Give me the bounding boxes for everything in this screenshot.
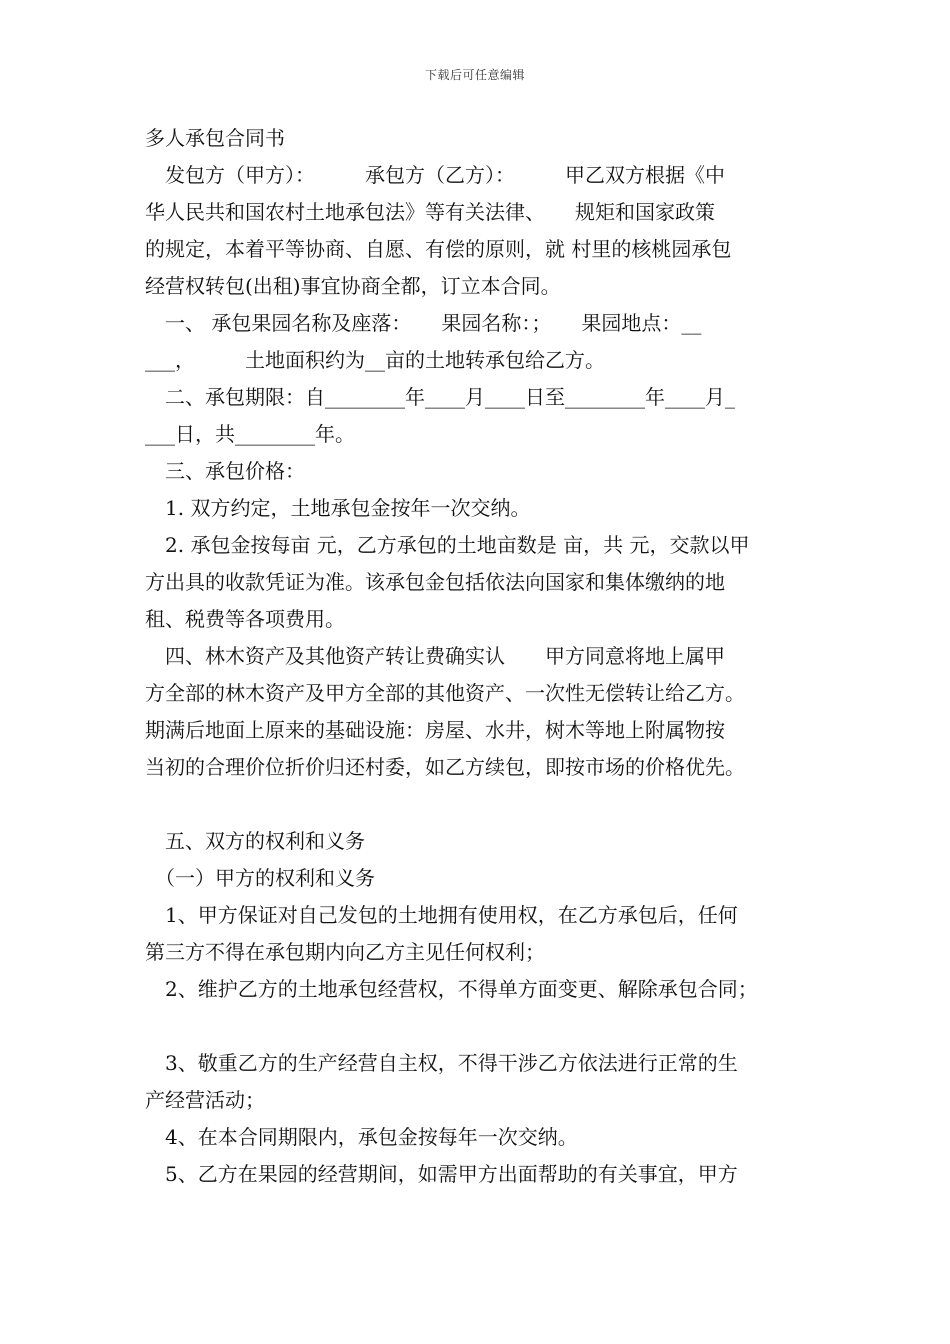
text-line: 华人民共和国农村土地承包法》等有关法律、 规矩和国家政策 [145, 200, 715, 224]
document-body [145, 120, 825, 1193]
text-line: 经营权转包(出租)事宜协商全都，订立本合同。 [145, 274, 561, 298]
subsection-heading: （一）甲方的权利和义务 [145, 866, 375, 890]
section-heading: 五、双方的权利和义务 [145, 829, 365, 853]
text-line: 5、乙方在果园的经营期间，如需甲方出面帮助的有关事宜，甲方 [145, 1162, 738, 1186]
text-line: 2、维护乙方的土地承包经营权，不得单方面变更、解除承包合同； [145, 977, 758, 1001]
document-title: 多人承包合同书 [145, 126, 285, 150]
page-header: 下载后可任意编辑 [424, 68, 525, 82]
text-line: 发包方（甲方）： 承包方（乙方）： 甲乙双方根据《中 [145, 163, 725, 187]
text-line: 的规定，本着平等协商、自愿、有偿的原则，就 村里的核桃园承包 [145, 237, 732, 261]
paragraph-gap [145, 786, 825, 823]
text-line: 租、税费等各项费用。 [145, 607, 345, 631]
text-line: 二、承包期限：自________年____月____日至________年____月_ [145, 385, 735, 409]
text-line: 当初的合理价位折价归还村委，如乙方续包，即按市场的价格优先。 [145, 755, 745, 779]
text-line: 方全部的林木资产及甲方全部的其他资产、一次性无偿转让给乙方。 [145, 681, 745, 705]
text-line: 期满后地面上原来的基础设施：房屋、水井，树木等地上附属物按 [145, 718, 725, 742]
text-line: ___日，共________年。 [145, 422, 355, 446]
text-line: 4、在本合同期限内，承包金按每年一次交纳。 [145, 1125, 578, 1149]
text-line: 3、敬重乙方的生产经营自主权，不得干涉乙方依法进行正常的生 [145, 1051, 738, 1075]
text-line: 产经营活动； [145, 1088, 265, 1112]
paragraph-gap [145, 1008, 825, 1045]
text-line: 方出具的收款凭证为准。该承包金包括依法向国家和集体缴纳的地 [145, 570, 725, 594]
text-line: 三、承包价格： [145, 459, 305, 483]
text-line: 1、甲方保证对自己发包的土地拥有使用权，在乙方承包后，任何 [145, 903, 738, 927]
text-line: 一、 承包果园名称及座落： 果园名称：； 果园地点：__ [145, 311, 702, 335]
text-line: 2. 承包金按每亩 元，乙方承包的土地亩数是 亩，共 元，交款以甲 [145, 533, 750, 557]
text-line: ___， 土地面积约为__亩的土地转承包给乙方。 [145, 348, 605, 372]
text-line: 四、林木资产及其他资产转让费确实认 甲方同意将地上属甲 [145, 644, 725, 668]
text-line: 1. 双方约定，土地承包金按年一次交纳。 [145, 496, 531, 520]
text-line: 第三方不得在承包期内向乙方主见任何权利； [145, 940, 545, 964]
